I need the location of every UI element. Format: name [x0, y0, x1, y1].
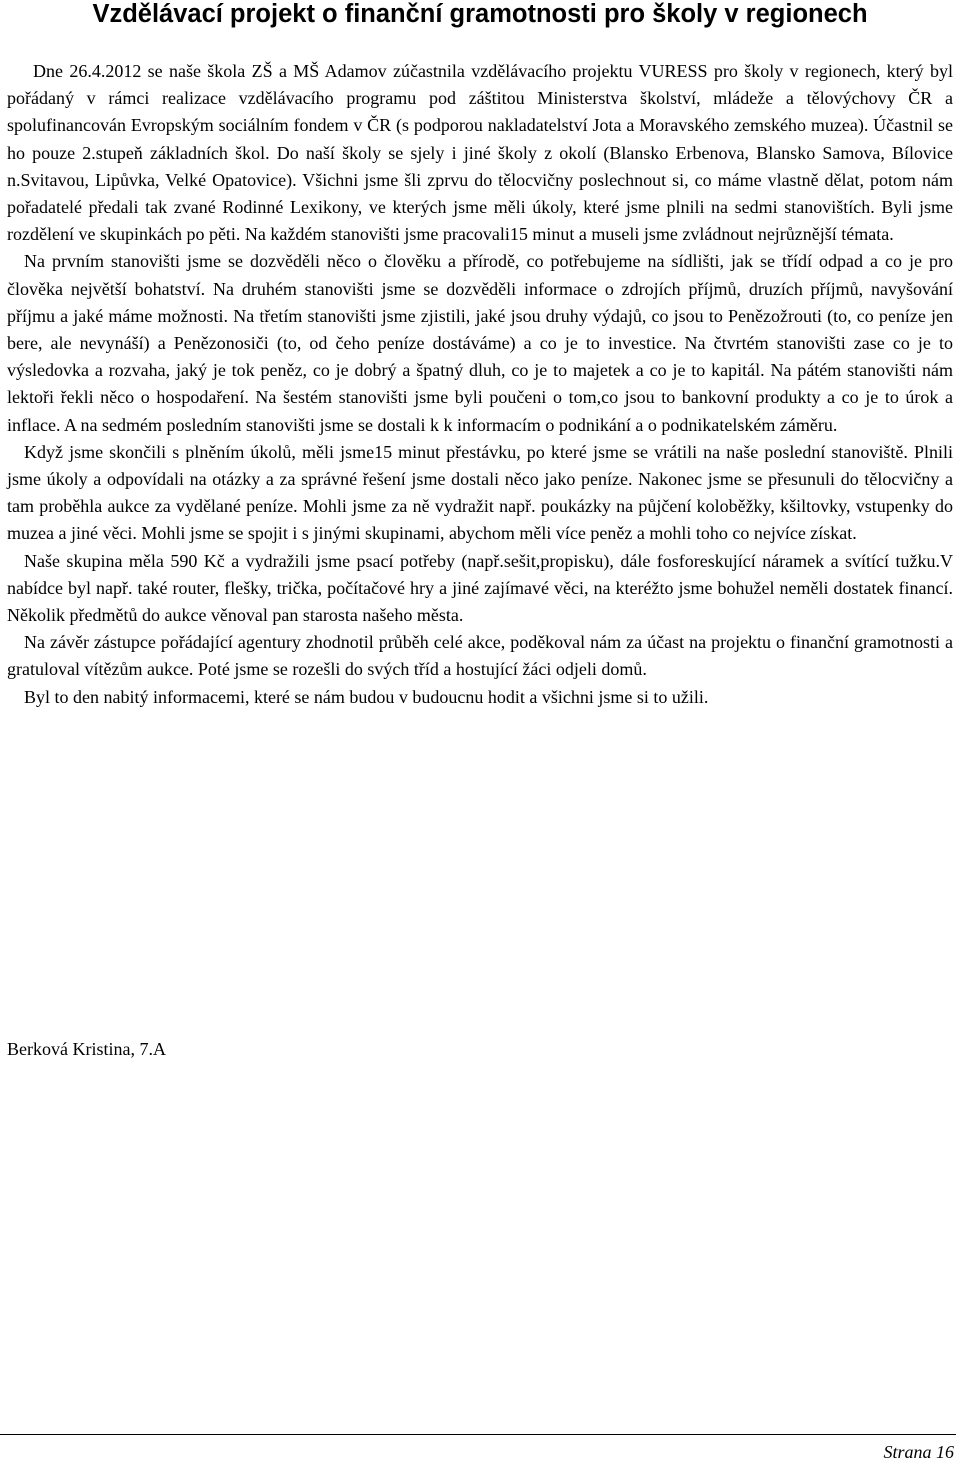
author-signature: Berková Kristina, 7.A	[7, 1039, 166, 1059]
page-number: Strana 16	[883, 1442, 954, 1462]
paragraph-conclusion: Na závěr zástupce pořádající agentury zhodnotil průběh celé akce, poděkoval nám za účast na projektu o finanční gramotnosti a gratuloval vítězům aukce. Poté jsme se rozešli do svých tříd a hostující žáci odjeli domů.	[7, 632, 953, 680]
paragraph-intro: Dne 26.4.2012 se naše škola ZŠ a MŠ Adamov zúčastnila vzdělávacího projektu VURESS pro školy v regionech, který byl pořádaný v rámci realizace vzdělávacího programu pod záštitou Ministerstva školství, mládeže a tělovýchovy ČR a spolufinancován Evropským sociálním fondem v ČR (s podporou nakladatelství Jota a Moravského zemského muzea). Účastnil se ho pouze 2.stupeň základních škol. Do naší školy se sjely i jiné školy z okolí (Blansko Erbenova, Blansko Samova, Bílovice n.Svitavou, Lipůvka, Velké Opatovice). Všichni jsme šli zprvu do tělocvičny poslechnout si, co máme vlastně dělat, potom nám pořadatelé předali tak zvané Rodinné Lexikony, ve kterých jsme měli úkoly, které jsme plnili na sedmi stanovištích. Byli jsme rozdělení ve skupinkách po pěti. Na každém stanovišti jsme pracovali15 minut a museli jsme zvládnout nejrůznější témata.	[7, 61, 953, 245]
paragraph-summary: Byl to den nabitý informacemi, které se nám budou v budoucnu hodit a všichni jsme si to užili.	[24, 686, 709, 707]
document-body	[7, 58, 953, 711]
paragraph-our-group: Naše skupina měla 590 Kč a vydražili jsme psací potřeby (např.sešit,propisku), dále fosforeskující náramek a svítící tužku.V nabídce byl např. také router, flešky, trička, počítačové hry a jiné zajímavé věci, na kteréžto jsme bohužel neměli dostatek financí. Několik předmětů do aukce věnoval pan starosta našeho města.	[7, 550, 953, 626]
paragraph-break-auction: Když jsme skončili s plněním úkolů, měli jsme15 minut přestávku, po které jsme se vrátili na naše poslední stanoviště. Plnili jsme úkoly a odpovídali na otázky a za správné řešení jsme dostali něco jako peníze. Nakonec jsme se přesunuli do tělocvičny a tam proběhla aukce za vydělané peníze. Mohli jsme za ně vydražit např. poukázky na půjčení koloběžky, kšiltovky, vstupenky do muzea a jiné věci. Mohli jsme se spojit i s jinými skupinami, abychom měli více peněz a mohli toho co nejvíce získat.	[7, 441, 953, 544]
footer-divider	[0, 1434, 956, 1435]
paragraph-stations: Na prvním stanovišti jsme se dozvěděli něco o člověku a přírodě, co potřebujeme na sídlišti, jak se třídí odpad a co je pro člověka největší bohatství. Na druhém stanovišti jsme se dozvěděli informace o zdrojích příjmů, druzích příjmů, navyšování příjmu a jaké máme možnosti. Na třetím stanovišti jsme zjistili, jaké jsou druhy výdajů, co jsou to Penězožrouti (to, co peníze jen bere, ale nevynáší) a Penězonosiči (to, od čeho peníze dostáváme) a co je to investice. Na čtvrtém stanovišti zase co je to výsledovka a rozvaha, jaký je tok peněz, co je dobrý a špatný dluh, co je to majetek a co je to kapitál. Na pátém stanovišti nám lektoři řekli něco o hospodaření. Na šestém stanovišti jsme byli poučeni o tom,co jsou to bankovní produkty a co je to úrok a inflace. A na sedmém posledním stanovišti jsme se dostali k k informacím o podnikání a o podnikatelském záměru.	[7, 251, 953, 435]
document-title: Vzdělávací projekt o finanční gramotnosti pro školy v regionech	[92, 0, 868, 28]
